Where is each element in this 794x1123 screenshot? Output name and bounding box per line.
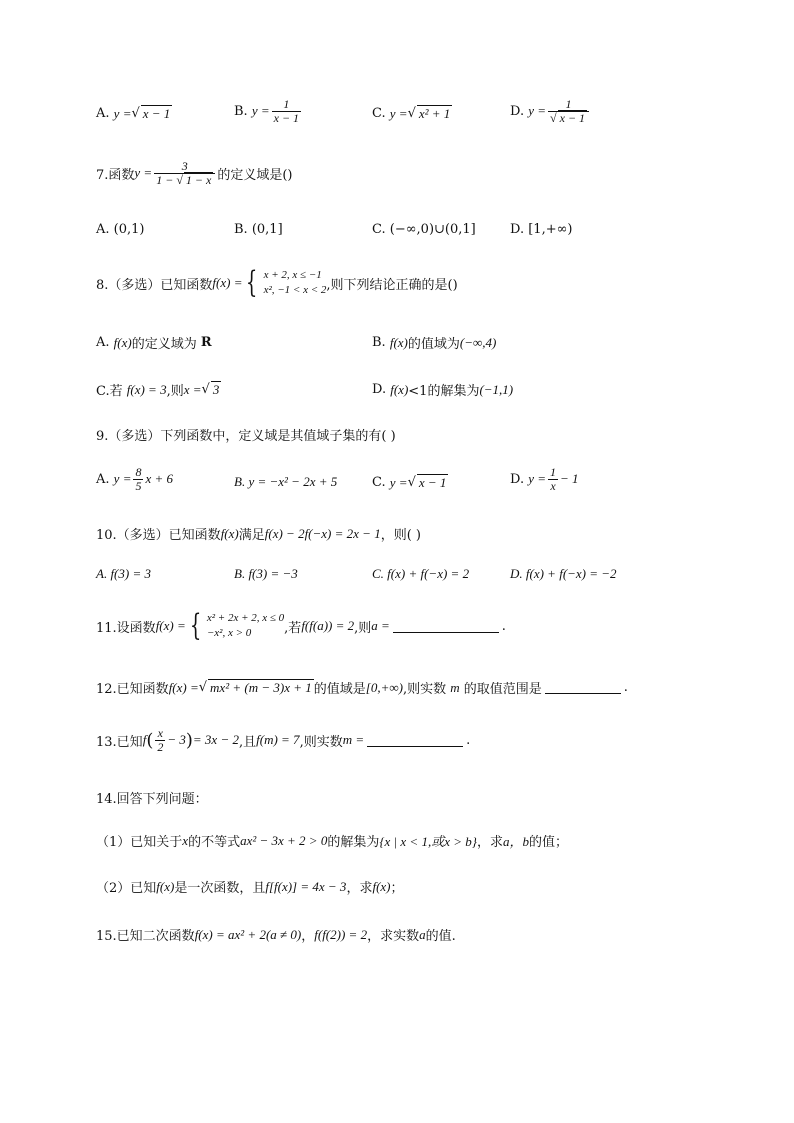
option-label: C.若 xyxy=(96,384,123,399)
period: . xyxy=(623,680,628,695)
question-prefix: 11.设函数 xyxy=(96,620,156,636)
function-name: f(x) xyxy=(389,334,408,350)
q8-option-a xyxy=(96,333,212,352)
answer-blank[interactable] xyxy=(367,734,463,747)
q11-stem xyxy=(96,608,506,643)
q8-option-b xyxy=(372,333,496,352)
q10-option-d: D. f(x) + f(−x) = −2 xyxy=(510,566,617,581)
var: x = xyxy=(183,381,202,397)
radicand: x − 1 xyxy=(559,110,586,125)
sqrt-icon: √ xyxy=(176,172,183,187)
function-name: f(x) = xyxy=(212,275,243,290)
question-text: ，求 xyxy=(476,835,503,850)
numerator: 1 xyxy=(565,97,572,111)
q8-option-d xyxy=(372,380,513,399)
question-text: 满足 xyxy=(238,528,265,543)
var: a = xyxy=(371,618,390,633)
question-text: ,且 xyxy=(238,734,257,750)
q10-stem xyxy=(96,524,421,543)
question-text: ； xyxy=(390,881,404,896)
expr-prefix: y = xyxy=(528,103,547,119)
question-prefix: 8.（多选）已知函数 xyxy=(96,277,213,293)
option-value: (−1,1) xyxy=(479,381,514,397)
radicand: mx² + (m − 3)x + 1 xyxy=(210,680,312,695)
expr-suffix: x + 6 xyxy=(145,471,174,487)
q10-option-a: A. f(3) = 3 xyxy=(96,566,151,581)
sqrt-icon: √ xyxy=(550,110,557,125)
range: [0,+∞) xyxy=(365,679,403,695)
function-name: f(x) = xyxy=(168,679,199,695)
den-left: 1 − xyxy=(156,172,174,187)
numerator: 3 xyxy=(181,159,188,173)
question-text: （2）已知 xyxy=(96,881,157,896)
sqrt-icon: √ xyxy=(407,475,416,490)
option-text: ,则 xyxy=(166,384,184,399)
real-set: R xyxy=(200,335,212,350)
q8-option-c xyxy=(96,380,221,399)
option-label: B. xyxy=(372,335,386,350)
answer-blank[interactable] xyxy=(545,681,621,694)
function-def: f(x) = ax² + 2(a ≠ 0) xyxy=(194,926,302,942)
case: x² + 2x + 2, x ≤ 0 xyxy=(206,612,285,625)
denominator: x xyxy=(550,478,556,493)
q9-option-a xyxy=(96,466,173,492)
expr-prefix: y = xyxy=(528,471,547,487)
question-text: ,则实数 xyxy=(402,682,447,697)
q14-part1 xyxy=(96,831,568,850)
question-text: ,则实数 xyxy=(299,734,343,750)
sqrt-icon: √ xyxy=(198,680,208,695)
brace-icon: { xyxy=(189,608,202,643)
function-name: f(x) xyxy=(390,381,409,397)
condition: f(f(a)) = 2 xyxy=(301,618,355,633)
fraction xyxy=(548,466,558,492)
q9-option-b: B. y = −x² − 2x + 5 xyxy=(234,474,338,489)
question-prefix: 15.已知二次函数 xyxy=(96,929,195,944)
q10-option-b: B. f(3) = −3 xyxy=(234,566,298,581)
option-label: A. xyxy=(96,106,110,121)
question-prefix: 10.（多选）已知函数 xyxy=(96,528,221,543)
q9-option-d xyxy=(510,466,579,492)
q9-stem: 9.（多选）下列函数中，定义域是其值域子集的有( ) xyxy=(96,429,396,444)
question-text: 是一次函数，且 xyxy=(174,881,266,896)
q8-stem xyxy=(96,265,458,300)
option-label: D. xyxy=(372,382,387,397)
paren-left: ( xyxy=(146,729,154,751)
equation: f(x) − 2f(−x) = 2x − 1 xyxy=(264,525,381,541)
question-text: 的解集为 xyxy=(327,835,380,850)
q10-option-c: C. f(x) + f(−x) = 2 xyxy=(372,566,470,581)
expr-prefix: y = xyxy=(113,105,132,121)
question-text: ，求实数 xyxy=(367,929,420,944)
inner-expr: − 3 xyxy=(167,732,186,748)
option-label: C. xyxy=(372,475,386,490)
option-label: C. xyxy=(372,106,386,121)
function-name: f(x) xyxy=(372,878,391,894)
inequality: ax² − 3x + 2 > 0 xyxy=(240,832,328,848)
option-label: D. xyxy=(510,103,525,119)
numerator: 1 xyxy=(550,465,557,479)
question-text: 的值域是 xyxy=(313,682,366,697)
denominator xyxy=(154,173,215,187)
q14-title: 14.回答下列问题： xyxy=(96,792,208,807)
function-name: f(x) xyxy=(113,334,132,350)
var: x xyxy=(182,832,189,848)
period: . xyxy=(501,618,506,634)
condition: f(f(2)) = 2 xyxy=(314,926,368,942)
period: . xyxy=(466,732,471,748)
numerator: 1 xyxy=(283,97,290,111)
question-text: ， xyxy=(301,929,315,944)
numerator: x xyxy=(157,726,163,740)
question-text: 的取值范围是 xyxy=(463,682,542,697)
expr-prefix: y = xyxy=(134,165,153,181)
fraction xyxy=(155,727,165,753)
q13-stem xyxy=(96,727,470,753)
numerator: 8 xyxy=(135,465,142,479)
denominator: 2 xyxy=(157,739,164,754)
fraction xyxy=(272,98,301,124)
q6-option-c xyxy=(372,105,452,122)
answer-blank[interactable] xyxy=(393,620,499,633)
question-suffix: ,则下列结论正确的是() xyxy=(326,277,458,293)
function-name: f(x) = xyxy=(155,618,186,633)
question-text: 的值. xyxy=(425,929,456,944)
brace-icon: { xyxy=(246,265,258,300)
question-text: 的不等式 xyxy=(188,835,241,850)
function-name: f(x) xyxy=(156,878,175,894)
option-label: A. xyxy=(96,471,110,487)
question-prefix: 12.已知函数 xyxy=(96,682,169,697)
question-text: ，求 xyxy=(346,881,373,896)
question-prefix: 7.函数 xyxy=(96,167,135,183)
case: x², −1 < x < 2 xyxy=(263,284,327,296)
condition: f(m) = 7 xyxy=(256,732,300,748)
expr-prefix: y = xyxy=(113,471,132,487)
q7-option-d: D. [1,+∞) xyxy=(510,222,573,237)
q6-option-a xyxy=(96,105,172,122)
function-name: f xyxy=(142,732,147,748)
case: x + 2, x ≤ −1 xyxy=(263,269,322,282)
question-prefix: 13.已知 xyxy=(96,734,143,750)
q6-option-d xyxy=(510,98,591,124)
vars: a，b xyxy=(502,834,529,849)
radicand: x − 1 xyxy=(142,106,171,121)
radicand: x − 1 xyxy=(418,475,447,490)
option-value: (−∞,4) xyxy=(459,334,497,350)
expr-prefix: y = xyxy=(389,105,408,121)
option-label: B. xyxy=(234,103,248,119)
q6-option-b xyxy=(234,98,303,124)
case: −x², x > 0 xyxy=(206,627,252,639)
expr-prefix: y = xyxy=(251,103,270,119)
question-suffix: 的定义域是() xyxy=(217,167,293,183)
paren-right: ) xyxy=(185,729,193,751)
q9-option-c xyxy=(372,474,448,491)
question-text: （1）已知关于 xyxy=(96,835,183,850)
sqrt-icon: √ xyxy=(201,382,210,397)
fraction xyxy=(133,466,143,492)
equation: = 3x − 2 xyxy=(192,732,239,748)
function-eq: f(x) = 3 xyxy=(126,381,167,397)
var: a xyxy=(419,926,426,942)
denominator: 5 xyxy=(135,478,142,493)
fraction xyxy=(154,160,215,186)
function-name: f(x) xyxy=(220,525,239,541)
q7-option-c: C. (−∞,0)∪(0,1] xyxy=(372,222,476,237)
equation: f[f(x)] = 4x − 3 xyxy=(265,878,347,894)
solution-set: {x | x < 1,或x > b} xyxy=(379,834,477,849)
sqrt-icon: √ xyxy=(407,106,416,121)
sqrt-icon: √ xyxy=(131,106,140,121)
question-suffix: ，则( ) xyxy=(380,528,421,543)
fraction xyxy=(548,98,589,124)
option-label: A. xyxy=(96,335,110,350)
q7-option-a: A. (0,1) xyxy=(96,222,145,237)
radicand: 3 xyxy=(212,382,220,397)
question-text: ,若 xyxy=(284,620,302,636)
var: m = xyxy=(342,732,365,748)
question-text: ,则 xyxy=(354,620,372,636)
option-label: D. xyxy=(510,471,525,487)
expr-prefix: y = xyxy=(389,474,408,490)
q7-stem xyxy=(96,160,293,186)
option-text: <1的解集为 xyxy=(408,384,480,399)
option-text: 的值域为 xyxy=(407,337,460,352)
q15-stem xyxy=(96,925,456,944)
expr-suffix: − 1 xyxy=(560,471,579,487)
option-text: 的定义域为 xyxy=(131,337,197,352)
piecewise-cases xyxy=(264,268,327,298)
piecewise-cases xyxy=(207,611,284,641)
q7-option-b: B. (0,1] xyxy=(234,222,283,237)
question-text: 的值； xyxy=(528,835,568,850)
denominator xyxy=(548,111,589,125)
denominator: x − 1 xyxy=(273,110,300,125)
radicand: 1 − x xyxy=(185,172,212,187)
q12-stem xyxy=(96,678,628,697)
var: m xyxy=(450,679,460,695)
q14-part2 xyxy=(96,877,404,896)
radicand: x² + 1 xyxy=(418,106,451,121)
